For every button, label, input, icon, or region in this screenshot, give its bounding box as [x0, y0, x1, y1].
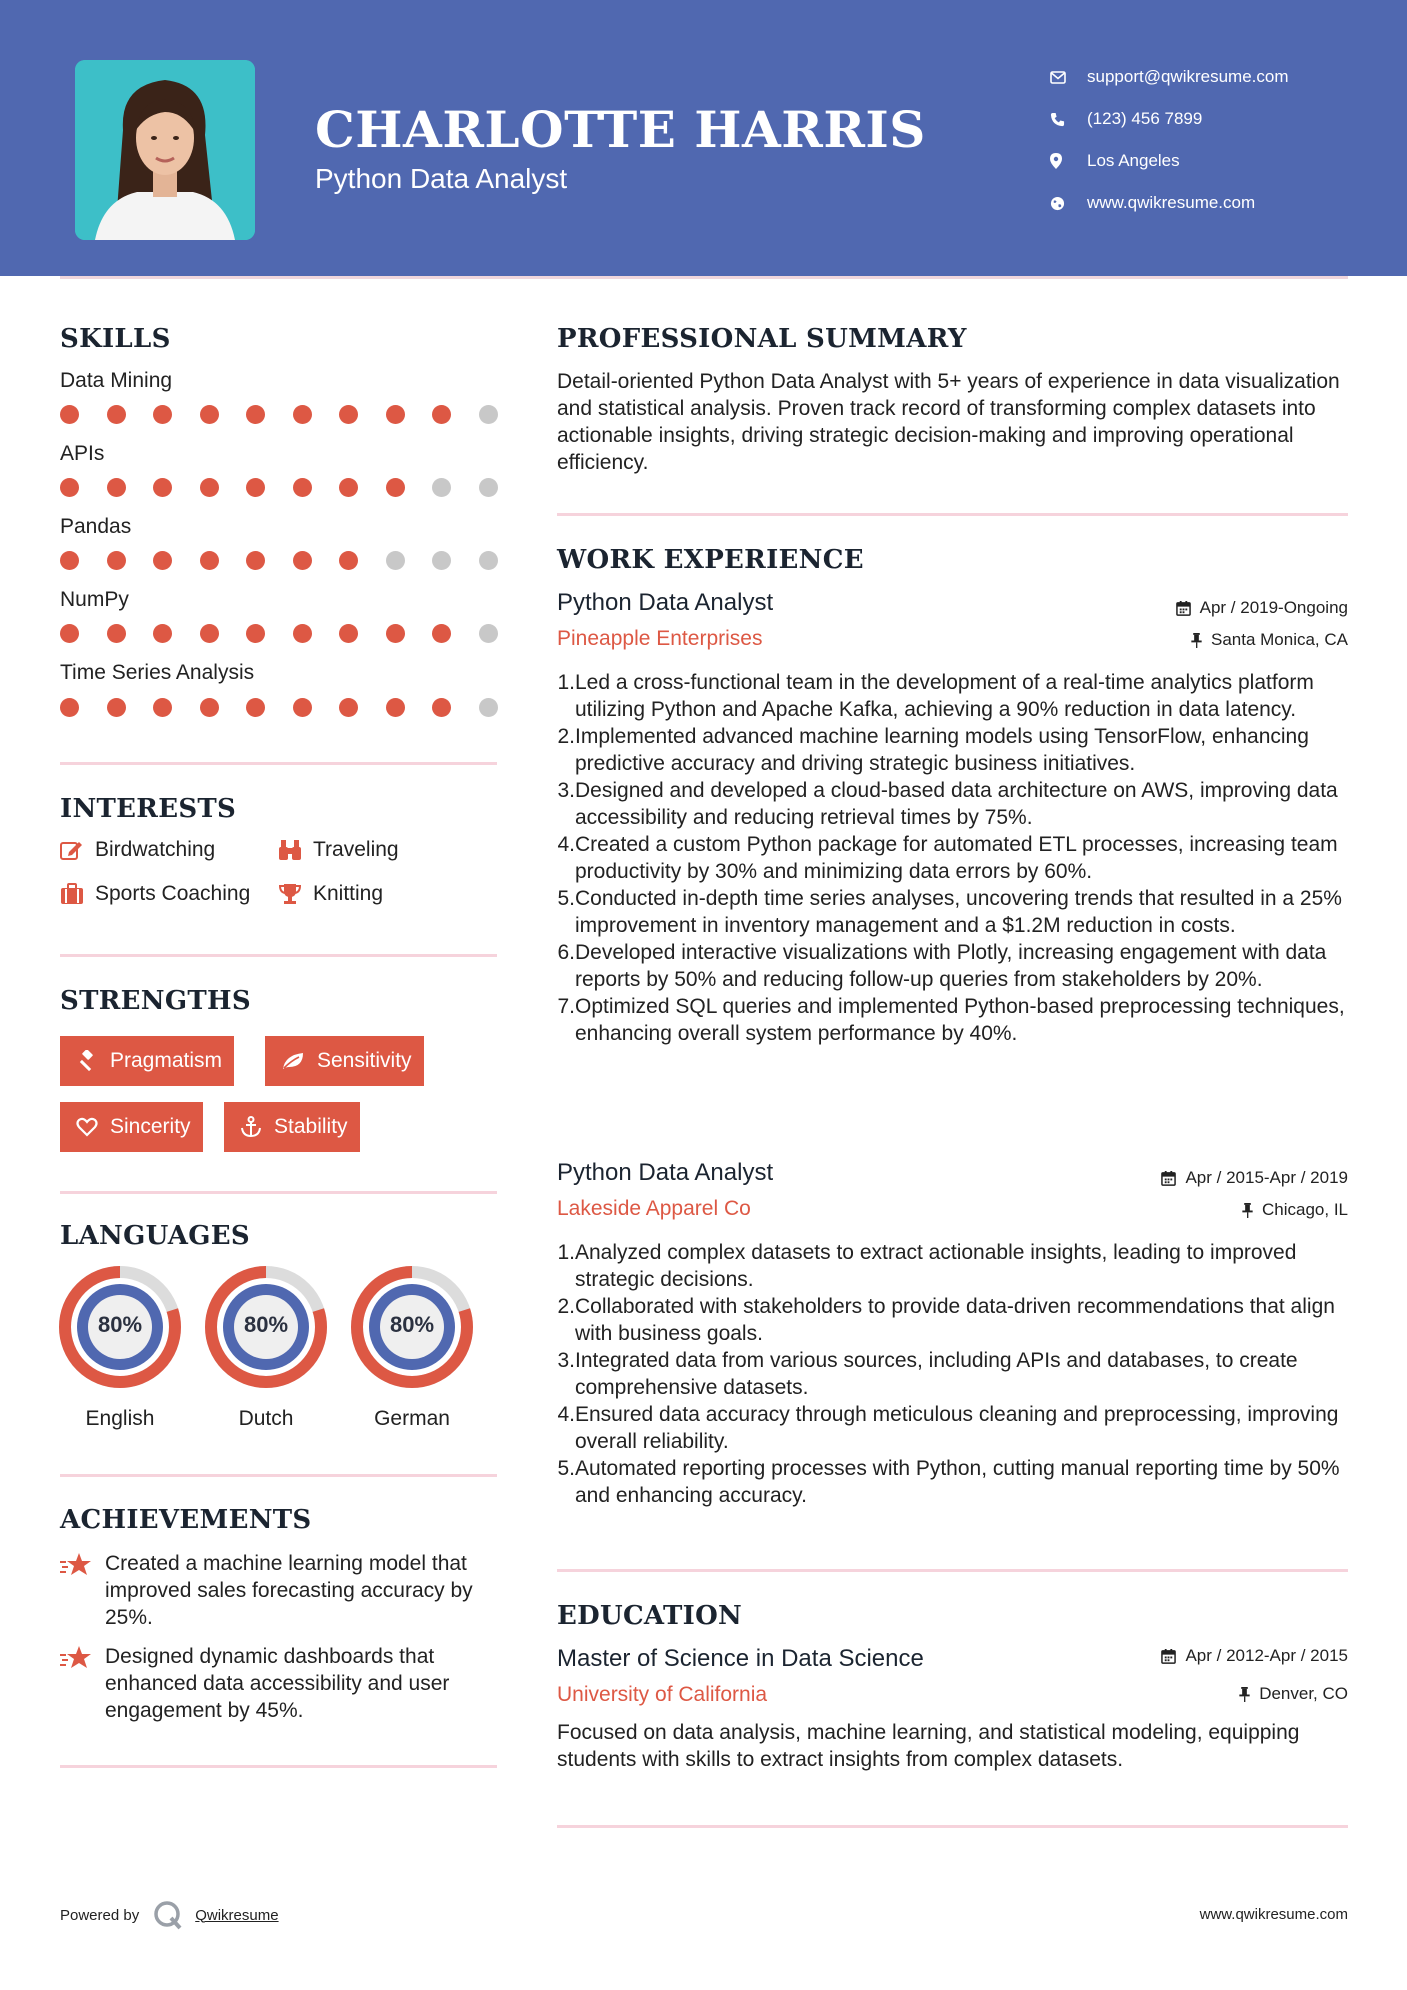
- skill-dot-filled: [293, 698, 312, 717]
- skill-dot-filled: [60, 478, 79, 497]
- skill-dot-filled: [200, 551, 219, 570]
- achievement-item: [60, 1550, 500, 1631]
- languages-title: LANGUAGES: [60, 1221, 250, 1251]
- education-title: EDUCATION: [557, 1601, 743, 1631]
- strength-sincerity: [60, 1102, 203, 1152]
- skill-dot-filled: [60, 405, 79, 424]
- skills-title: SKILLS: [60, 324, 171, 354]
- skill-dots-pandas: [60, 551, 500, 571]
- summary-divider: [557, 513, 1348, 516]
- language-name: Dutch: [238, 1407, 294, 1430]
- skill-dot-filled: [153, 478, 172, 497]
- strength-sensitivity: [265, 1036, 424, 1086]
- language-english: [58, 1265, 182, 1430]
- anchor-icon: [240, 1116, 262, 1138]
- summary-text: Detail-oriented Python Data Analyst with 5+ years of experience in data visualization and statistical analysis. Proven track record of transforming complex datasets into actionable insights, driving strategic decision-making and improving operational efficiency.: [557, 370, 1340, 474]
- skill-dot-filled: [293, 405, 312, 424]
- achievements-divider: [60, 1765, 497, 1768]
- contact-website-text: www.qwikresume.com: [1087, 193, 1256, 212]
- skill-dot-filled: [107, 478, 126, 497]
- summary-title: PROFESSIONAL SUMMARY: [557, 324, 967, 354]
- bullet-text: Automated reporting processes with Python, cutting manual reporting time by 50% and enhancing accuracy.: [575, 1457, 1340, 1507]
- skill-dot-empty: [479, 698, 498, 717]
- skill-dot-filled: [200, 405, 219, 424]
- calendar-icon: [1161, 1171, 1176, 1186]
- skill-dot-empty: [432, 478, 451, 497]
- education-location-text: Denver, CO: [1259, 1684, 1348, 1703]
- skill-dot-empty: [479, 624, 498, 643]
- strength-stability: [224, 1102, 360, 1152]
- pushpin-icon: [1191, 633, 1202, 648]
- skill-dots-time-series: [60, 698, 500, 718]
- bullet-number: 5.: [557, 1457, 575, 1480]
- skill-dot-filled: [107, 698, 126, 717]
- skill-dot-empty: [432, 551, 451, 570]
- bullet-text: Led a cross-functional team in the development of a real-time analytics platform utilizing Python and Apache Kafka, achieving a 90% reduction in data latency.: [575, 671, 1314, 721]
- skill-dot-filled: [386, 478, 405, 497]
- resume-header: [0, 0, 1407, 276]
- skill-dot-filled: [107, 624, 126, 643]
- job-company: Lakeside Apparel Co: [557, 1197, 751, 1220]
- contact-email-text: support@qwikresume.com: [1087, 67, 1289, 86]
- achievement-text: Designed dynamic dashboards that enhanced data accessibility and user engagement by 45%.: [105, 1645, 450, 1722]
- trophy-icon: [278, 883, 313, 905]
- strength-label: Sensitivity: [317, 1049, 412, 1072]
- job-location: [1191, 630, 1348, 650]
- job-role: Python Data Analyst: [557, 589, 774, 616]
- strengths-divider: [60, 1191, 497, 1194]
- job-location-text: Santa Monica, CA: [1210, 630, 1348, 649]
- education-dates-text: Apr / 2012-Apr / 2015: [1185, 1646, 1348, 1665]
- skill-dots-data-mining: [60, 405, 500, 425]
- education-degree: Master of Science in Data Science: [557, 1645, 924, 1672]
- skill-dots-numpy: [60, 624, 500, 644]
- interest-birdwatching: [60, 838, 215, 862]
- job-bullet: [557, 669, 1349, 723]
- skill-dot-filled: [246, 624, 265, 643]
- language-german: [350, 1265, 474, 1430]
- strengths-title: STRENGTHS: [60, 986, 251, 1016]
- calendar-icon: [1176, 601, 1191, 616]
- strength-label: Sincerity: [110, 1115, 191, 1138]
- star-icon: [60, 1550, 105, 1631]
- bullet-number: 3.: [557, 779, 575, 802]
- bullet-text: Designed and developed a cloud-based data architecture on AWS, improving data accessibility and reducing retrieval times by 75%.: [575, 779, 1338, 829]
- skill-name-numpy: NumPy: [60, 588, 129, 611]
- gavel-icon: [76, 1050, 98, 1072]
- job-dates: [1176, 598, 1348, 618]
- skill-dots-apis: [60, 478, 500, 498]
- job-bullets: [557, 1239, 1349, 1509]
- bullet-number: 6.: [557, 941, 575, 964]
- job-bullet: [557, 1401, 1349, 1455]
- interest-label: Knitting: [313, 882, 384, 905]
- skill-dot-filled: [200, 478, 219, 497]
- education-dates: [1161, 1646, 1348, 1666]
- contact-phone[interactable]: [1050, 98, 1380, 140]
- language-percent-label: 80%: [97, 1312, 143, 1337]
- achievement-item: [60, 1643, 500, 1724]
- interest-knitting: [278, 882, 383, 906]
- language-name: German: [374, 1407, 450, 1430]
- education-text: Focused on data analysis, machine learning, and statistical modeling, equipping students with skills to extract insights from complex datasets.: [557, 1721, 1300, 1771]
- interest-label: Birdwatching: [95, 838, 216, 861]
- heart-icon: [76, 1117, 98, 1137]
- skill-dot-filled: [339, 698, 358, 717]
- skill-dot-filled: [386, 698, 405, 717]
- job-dates-text: Apr / 2015-Apr / 2019: [1185, 1168, 1348, 1187]
- language-percent-label: 80%: [243, 1312, 289, 1337]
- footer-powered-by: [60, 1900, 279, 1930]
- bullet-text: Implemented advanced machine learning models using TensorFlow, enhancing predictive accuracy and driving strategic business initiatives.: [575, 725, 1309, 775]
- bullet-number: 2.: [557, 1295, 575, 1318]
- job-bullet: [557, 939, 1349, 993]
- skills-divider: [60, 762, 497, 765]
- strength-label: Pragmatism: [110, 1049, 223, 1072]
- skill-dot-filled: [200, 698, 219, 717]
- interest-label: Traveling: [313, 838, 399, 861]
- skill-dot-filled: [339, 624, 358, 643]
- bullet-number: 4.: [557, 1403, 575, 1426]
- interest-traveling: [278, 838, 399, 862]
- skill-dot-filled: [60, 624, 79, 643]
- contact-location-text: Los Angeles: [1087, 151, 1180, 170]
- job-bullet: [557, 831, 1349, 885]
- binoculars-icon: [278, 839, 313, 861]
- skill-dot-filled: [60, 698, 79, 717]
- bullet-number: 3.: [557, 1349, 575, 1372]
- contact-location: [1050, 140, 1380, 182]
- skill-dot-filled: [293, 624, 312, 643]
- skill-dot-filled: [432, 624, 451, 643]
- bullet-number: 4.: [557, 833, 575, 856]
- job-location: [1242, 1200, 1348, 1220]
- job-role: Python Data Analyst: [557, 1159, 774, 1186]
- experience-divider: [557, 1569, 1348, 1572]
- bullet-text: Developed interactive visualizations with Plotly, increasing engagement with data reports by 50% and reducing follow-up queries from stakeholders by 20%.: [575, 941, 1327, 991]
- footer-website[interactable]: www.qwikresume.com: [1199, 1906, 1348, 1923]
- education-divider: [557, 1825, 1348, 1828]
- bullet-number: 5.: [557, 887, 575, 910]
- candidate-title: Python Data Analyst: [315, 163, 568, 194]
- skill-dot-filled: [107, 551, 126, 570]
- bullet-text: Ensured data accuracy through meticulous cleaning and preprocessing, improving overall reliability.: [575, 1403, 1339, 1453]
- achievements-title: ACHIEVEMENTS: [60, 1505, 312, 1535]
- bullet-number: 2.: [557, 725, 575, 748]
- contact-phone-text: (123) 456 7899: [1087, 109, 1203, 128]
- bullet-number: 1.: [557, 671, 575, 694]
- skill-name-apis: APIs: [60, 442, 105, 465]
- contact-list: [1050, 56, 1380, 224]
- job-bullet: [557, 993, 1349, 1047]
- briefcase-icon: [60, 883, 95, 905]
- skill-dot-filled: [200, 624, 219, 643]
- language-name: English: [85, 1407, 155, 1430]
- skill-dot-filled: [153, 698, 172, 717]
- skill-dot-filled: [107, 405, 126, 424]
- job-company: Pineapple Enterprises: [557, 627, 763, 650]
- skill-dot-filled: [432, 698, 451, 717]
- skill-dot-filled: [293, 478, 312, 497]
- language-dutch: [204, 1265, 328, 1430]
- job-dates: [1161, 1168, 1348, 1188]
- languages-divider: [60, 1474, 497, 1477]
- job-bullets: [557, 669, 1349, 1047]
- language-percent-label: 80%: [389, 1312, 435, 1337]
- bullet-number: 1.: [557, 1241, 575, 1264]
- job-bullet: [557, 1347, 1349, 1401]
- bullet-text: Optimized SQL queries and implemented Python-based preprocessing techniques, enhancing overall system performance by 40%.: [575, 995, 1345, 1045]
- map-pin-icon: [1050, 153, 1087, 169]
- skill-dot-filled: [339, 551, 358, 570]
- skill-dot-filled: [386, 624, 405, 643]
- job-bullet: [557, 1293, 1349, 1347]
- header-divider: [60, 276, 1348, 279]
- skill-dot-filled: [246, 405, 265, 424]
- bullet-text: Analyzed complex datasets to extract actionable insights, leading to improved strategic decisions.: [575, 1241, 1297, 1291]
- qwikresume-link[interactable]: Qwikresume: [195, 1906, 279, 1924]
- bullet-text: Created a custom Python package for automated ETL processes, increasing team productivity by 30% and minimizing data errors by 60%.: [575, 833, 1338, 883]
- skill-dot-filled: [60, 551, 79, 570]
- interests-title: INTERESTS: [60, 794, 237, 824]
- education-school: University of California: [557, 1683, 768, 1706]
- skill-dot-empty: [386, 551, 405, 570]
- skill-dot-filled: [246, 551, 265, 570]
- skill-dot-filled: [293, 551, 312, 570]
- skill-dot-filled: [246, 698, 265, 717]
- education-location: [1239, 1684, 1348, 1704]
- globe-icon: [1050, 196, 1087, 211]
- leaf-icon: [281, 1051, 305, 1071]
- skill-dot-filled: [153, 624, 172, 643]
- profile-photo: [75, 60, 255, 240]
- strength-label: Stability: [274, 1115, 348, 1138]
- skill-dot-filled: [432, 405, 451, 424]
- powered-by-text: Powered by: [60, 1906, 140, 1924]
- bullet-number: 7.: [557, 995, 575, 1018]
- candidate-name: CHARLOTTE HARRIS: [315, 100, 926, 159]
- skill-name-data-mining: Data Mining: [60, 369, 173, 392]
- phone-icon: [1050, 112, 1087, 127]
- skill-dot-filled: [386, 405, 405, 424]
- skill-dot-filled: [153, 551, 172, 570]
- edit-icon: [60, 839, 95, 861]
- job-bullet: [557, 723, 1349, 777]
- skill-name-pandas: Pandas: [60, 515, 132, 538]
- skill-dot-empty: [479, 551, 498, 570]
- interests-divider: [60, 954, 497, 957]
- strength-pragmatism: [60, 1036, 234, 1086]
- envelope-icon: [1050, 71, 1087, 84]
- interest-label: Sports Coaching: [95, 882, 251, 905]
- skill-dot-filled: [339, 405, 358, 424]
- skill-dot-filled: [153, 405, 172, 424]
- skill-dot-empty: [479, 478, 498, 497]
- skill-dot-filled: [246, 478, 265, 497]
- job-bullet: [557, 885, 1349, 939]
- bullet-text: Conducted in-depth time series analyses, uncovering trends that resulted in a 25% improvement in inventory management and a $1.2M reduction in costs.: [575, 887, 1342, 937]
- job-bullet: [557, 1239, 1349, 1293]
- experience-title: WORK EXPERIENCE: [557, 545, 864, 575]
- interest-sports-coaching: [60, 882, 250, 906]
- qwikresume-logo-icon: [153, 1900, 183, 1930]
- job-bullet: [557, 1455, 1349, 1509]
- skill-dot-empty: [479, 405, 498, 424]
- calendar-icon: [1161, 1649, 1176, 1664]
- bullet-text: Collaborated with stakeholders to provide data-driven recommendations that align with business goals.: [575, 1295, 1335, 1345]
- bullet-text: Integrated data from various sources, including APIs and databases, to create comprehensive datasets.: [575, 1349, 1298, 1399]
- skill-name-time-series: Time Series Analysis: [60, 661, 255, 684]
- contact-email[interactable]: [1050, 56, 1380, 98]
- job-dates-text: Apr / 2019-Ongoing: [1199, 598, 1348, 617]
- achievement-text: Created a machine learning model that improved sales forecasting accuracy by 25%.: [105, 1552, 473, 1629]
- skill-dot-filled: [339, 478, 358, 497]
- pushpin-icon: [1239, 1687, 1250, 1702]
- job-bullet: [557, 777, 1349, 831]
- job-location-text: Chicago, IL: [1262, 1200, 1348, 1219]
- pushpin-icon: [1242, 1203, 1253, 1218]
- contact-website[interactable]: [1050, 182, 1380, 224]
- star-icon: [60, 1643, 105, 1724]
